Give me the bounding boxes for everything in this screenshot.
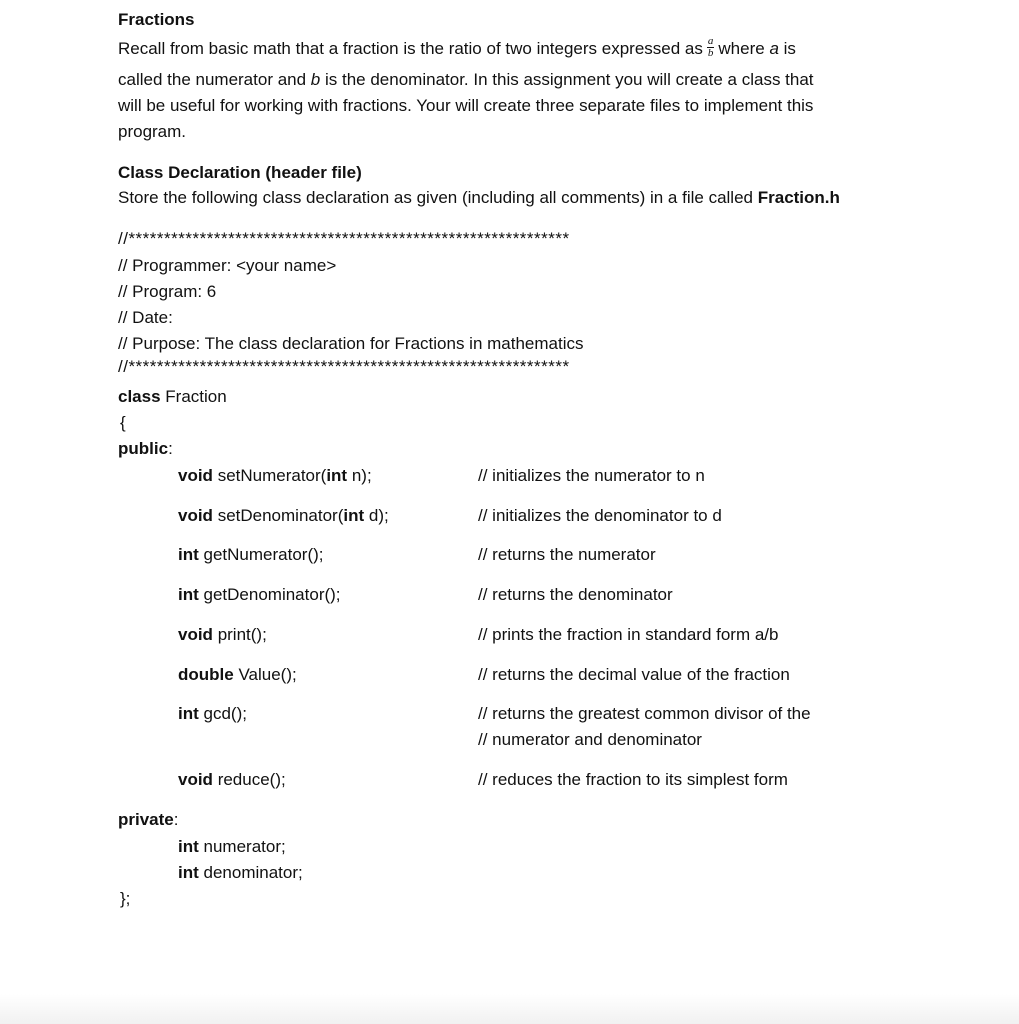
member-get-denominator	[178, 585, 341, 605]
member-param-type: int	[343, 506, 365, 525]
member-reduce	[178, 770, 286, 790]
fraction-denominator: b	[707, 47, 714, 60]
comment-get-denominator: // returns the denominator	[478, 585, 673, 604]
private-member-type: int	[178, 863, 199, 882]
private-colon: :	[173, 810, 179, 829]
comment-print: // prints the fraction in standard form a/b	[478, 625, 779, 644]
member-return-type: double	[178, 665, 234, 684]
document-title: Fractions	[118, 10, 195, 29]
intro-line-1-text: Recall from basic math that a fraction is the ratio of two integers expressed as	[118, 39, 703, 58]
private-member-name: denominator;	[203, 863, 303, 882]
member-set-numerator	[178, 466, 372, 486]
member-return-type: int	[178, 545, 199, 564]
section-text-body: Store the following class declaration as given (including all comments) in a file called	[118, 188, 753, 207]
member-param-type: int	[326, 466, 348, 485]
comment-gcd-continued: // numerator and denominator	[478, 730, 702, 749]
section-heading: Class Declaration (header file)	[118, 163, 362, 182]
intro-line-2	[118, 67, 814, 93]
intro-line-2-post: is the denominator. In this assignment you will create a class that	[325, 70, 814, 89]
section-text	[118, 188, 840, 208]
member-name: Value();	[238, 665, 297, 684]
member-return-type: void	[178, 466, 213, 485]
comment-reduce: // reduces the fraction to its simplest form	[478, 770, 788, 789]
private-label	[118, 810, 178, 830]
comment-date: // Date:	[118, 308, 173, 327]
comment-set-numerator: // initializes the numerator to n	[478, 466, 705, 485]
var-b: b	[310, 70, 321, 89]
member-name: gcd();	[203, 704, 247, 723]
comment-purpose: // Purpose: The class declaration for Fractions in mathematics	[118, 334, 584, 353]
class-keyword: class	[118, 387, 161, 406]
private-member-denominator	[178, 863, 303, 883]
member-return-type: void	[178, 625, 213, 644]
member-return-type: int	[178, 704, 199, 723]
intro-line-4: program.	[118, 122, 187, 141]
open-brace: {	[120, 413, 126, 432]
comment-program: // Program: 6	[118, 282, 217, 301]
comment-set-denominator: // initializes the denominator to d	[478, 506, 722, 525]
member-param-rest: d);	[364, 506, 389, 525]
comment-get-numerator: // returns the numerator	[478, 545, 656, 564]
member-return-type: int	[178, 585, 199, 604]
member-param-rest: n);	[347, 466, 372, 485]
intro-line-2-pre: called the numerator and	[118, 70, 307, 89]
comment-star-line-top: //**************************************************************	[118, 229, 570, 248]
member-value	[178, 665, 297, 685]
var-a: a	[769, 39, 779, 58]
member-gcd	[178, 704, 247, 724]
private-member-type: int	[178, 837, 199, 856]
private-member-numerator	[178, 837, 286, 857]
comment-star-line-bottom: //**************************************************************	[118, 357, 570, 376]
close-brace: };	[120, 889, 131, 908]
member-name: reduce();	[217, 770, 286, 789]
header-filename: Fraction.h	[757, 188, 840, 207]
member-name: getDenominator();	[203, 585, 341, 604]
member-set-denominator	[178, 506, 389, 526]
page-bottom-edge	[0, 994, 1019, 1024]
member-name: print();	[217, 625, 267, 644]
class-name: Fraction	[165, 387, 227, 406]
member-return-type: void	[178, 770, 213, 789]
comment-programmer: // Programmer: <your name>	[118, 256, 337, 275]
comment-value: // returns the decimal value of the fraction	[478, 665, 790, 684]
member-get-numerator	[178, 545, 324, 565]
fraction-numerator: a	[707, 35, 714, 48]
intro-where-text: where	[718, 39, 765, 58]
private-keyword: private	[118, 810, 174, 829]
member-name: setDenominator(	[217, 506, 344, 525]
class-declaration-line	[118, 387, 227, 407]
intro-line-3: will be useful for working with fractions. Your will create three separate files to implement this	[118, 96, 814, 115]
intro-line-1	[118, 36, 796, 62]
comment-gcd: // returns the greatest common divisor of the	[478, 704, 811, 723]
member-name: getNumerator();	[203, 545, 324, 564]
member-print	[178, 625, 267, 645]
private-member-name: numerator;	[203, 837, 286, 856]
member-name: setNumerator(	[217, 466, 327, 485]
public-colon: :	[168, 439, 173, 458]
intro-is-text: is	[783, 39, 796, 58]
fraction-a-over-b	[707, 36, 715, 59]
public-label	[118, 439, 173, 459]
member-return-type: void	[178, 506, 213, 525]
public-keyword: public	[118, 439, 169, 458]
